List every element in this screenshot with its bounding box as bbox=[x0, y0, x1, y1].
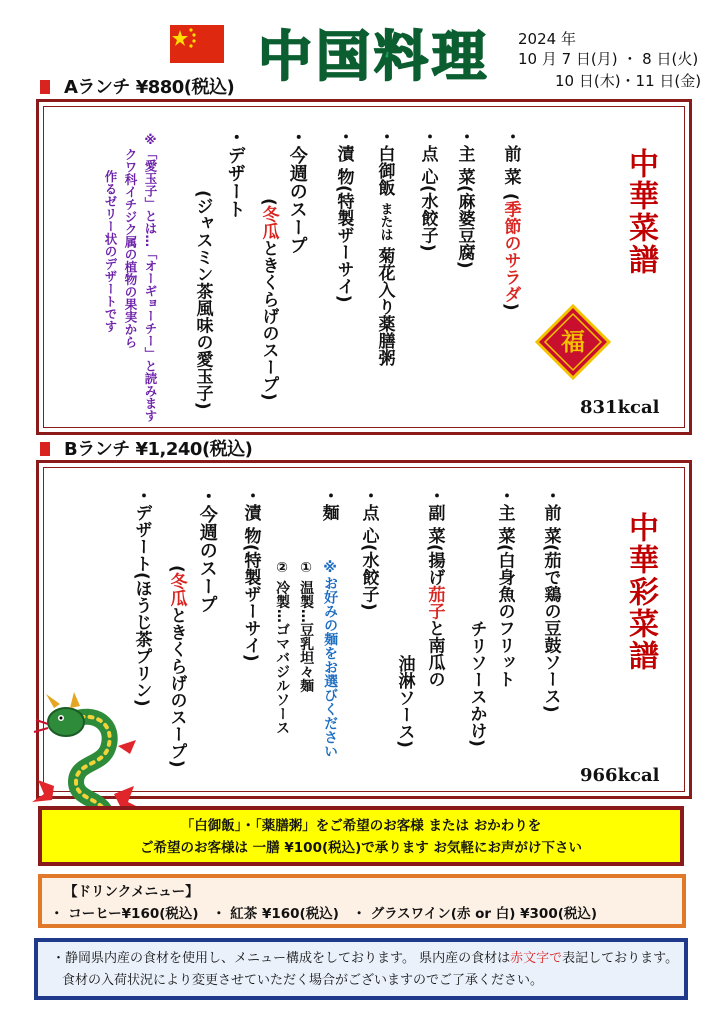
footer-note bbox=[34, 938, 688, 1000]
item-detail: 季節のサラダ bbox=[500, 200, 521, 303]
lunch-a-name: 中華菜譜 bbox=[623, 148, 658, 276]
item-label: ・漬 物 bbox=[333, 128, 354, 185]
item-connector: または bbox=[377, 202, 393, 241]
paren-close: ) bbox=[258, 392, 279, 401]
drink-menu bbox=[38, 874, 686, 928]
svg-text:福: 福 bbox=[561, 327, 585, 356]
item-detail-red: 茄子 bbox=[424, 585, 445, 620]
menu-item bbox=[417, 128, 437, 251]
menu-item bbox=[224, 128, 245, 218]
menu-item-detail bbox=[192, 190, 212, 410]
lunch-a-heading-text: Aランチ ¥880(税込) bbox=[64, 77, 235, 98]
paren-open: ( bbox=[333, 184, 354, 193]
item-detail-red: 冬瓜 bbox=[258, 205, 279, 240]
item-detail-2: チリソースかけ bbox=[466, 620, 487, 739]
item-detail: と南瓜の bbox=[424, 619, 445, 688]
item-detail: ときくらげのスープ bbox=[166, 606, 187, 760]
item-detail: ほうじ茶プリン bbox=[131, 579, 152, 699]
paren-close: ) bbox=[500, 302, 521, 311]
paren-close: ) bbox=[540, 704, 561, 713]
item-label: ・漬 物 bbox=[240, 487, 261, 544]
page-title: 中国料理 bbox=[258, 25, 490, 88]
paren-open: ( bbox=[358, 543, 379, 552]
footer-line-1-post: 表記しております。 bbox=[562, 951, 679, 966]
item-detail: ときくらげのスープ bbox=[258, 239, 279, 393]
menu-item-cont bbox=[394, 655, 414, 748]
paren-close: ) bbox=[166, 759, 187, 768]
item-detail: 茄で鶏の豆鼓ソース bbox=[540, 551, 561, 705]
paren-close: ) bbox=[454, 260, 475, 269]
menu-item bbox=[196, 487, 217, 613]
item-detail-red: 冬瓜 bbox=[166, 572, 187, 607]
paren-open: ( bbox=[424, 543, 445, 552]
fu-ornament-icon bbox=[535, 304, 611, 380]
menu-item bbox=[333, 128, 353, 302]
paren-open: ( bbox=[417, 184, 438, 193]
noodle-option bbox=[274, 560, 290, 735]
noodle-note bbox=[322, 560, 338, 758]
item-detail: 水餃子 bbox=[417, 192, 438, 244]
notice-line-1: 「白御飯」・「薬膳粥」をご希望のお客様 または おかわりを bbox=[180, 818, 542, 834]
footer-line-2: 食材の入荷状況により変更させていただく場合がございますのでご了承ください。 bbox=[62, 973, 544, 988]
date-line-year: 2024 年 bbox=[518, 30, 576, 48]
item-label: ・前 菜 bbox=[500, 128, 521, 185]
lunch-b-heading-text: Bランチ ¥1,240(税込) bbox=[64, 439, 253, 460]
menu-item bbox=[240, 487, 260, 661]
menu-item-cont bbox=[466, 620, 486, 747]
paren-open: ( bbox=[258, 198, 279, 206]
note-line: ※「愛玉子」とは…「オーギョーチー」と読みます bbox=[143, 132, 158, 422]
menu-item bbox=[494, 487, 514, 688]
lunch-a-kcal: 831kcal bbox=[580, 397, 660, 418]
drink-menu-items: ・ コーヒー¥160(税込) ・ 紅茶 ¥160(税込) ・ グラスワイン(赤 or 白) ¥300(税込) bbox=[50, 906, 598, 922]
noodle-option-1: ① 温製…豆乳坦々麺 bbox=[298, 560, 315, 693]
note-line: 作るゼリー状のデザートです bbox=[103, 170, 118, 333]
item-label: ・白御飯 bbox=[374, 128, 395, 196]
item-label: ・点 心 bbox=[358, 487, 379, 544]
noodle-option bbox=[298, 560, 314, 693]
menu-item-detail bbox=[166, 565, 186, 768]
paren-close: ) bbox=[417, 243, 438, 252]
lunch-a-heading bbox=[40, 73, 234, 99]
noodle-note-text: ※お好みの麺をお選びください bbox=[322, 560, 339, 758]
item-detail: 特製ザーサイ bbox=[240, 551, 261, 654]
paren-close: ) bbox=[358, 602, 379, 611]
menu-item bbox=[500, 128, 520, 310]
menu-item bbox=[454, 128, 474, 268]
menu-item bbox=[540, 487, 560, 712]
item-detail: 特製ザーサイ bbox=[333, 192, 354, 295]
paren-open: ( bbox=[166, 565, 187, 573]
item-label: ・今週のスープ bbox=[196, 487, 218, 613]
menu-item-detail bbox=[258, 198, 278, 401]
footer-line-1-red: 赤文字で bbox=[510, 951, 563, 966]
menu-item bbox=[286, 128, 307, 254]
item-label: ・主 菜 bbox=[494, 487, 515, 544]
china-flag-icon bbox=[170, 25, 224, 63]
item-detail: 菊花入り薬膳粥 bbox=[374, 247, 395, 366]
paren-close: ) bbox=[192, 401, 213, 410]
item-detail: ジャスミン茶風味の愛玉子 bbox=[192, 197, 213, 402]
item-label: ・主 菜 bbox=[454, 128, 475, 185]
section-marker-icon bbox=[40, 80, 50, 94]
item-detail: 白身魚のフリット bbox=[494, 551, 515, 688]
paren-open: ( bbox=[500, 192, 521, 201]
lunch-b-kcal: 966kcal bbox=[580, 765, 660, 786]
menu-item bbox=[318, 487, 338, 521]
paren-open: ( bbox=[240, 543, 261, 552]
item-label: ・デザート bbox=[224, 128, 246, 218]
date-line-1: 10 月 7 日(月) ・ 8 日(火) bbox=[518, 50, 699, 68]
menu-item bbox=[131, 487, 151, 707]
rice-notice bbox=[38, 806, 684, 866]
paren-open: ( bbox=[454, 184, 475, 193]
item-label: ・副 菜 bbox=[424, 487, 445, 544]
lunch-b-name: 中華彩菜譜 bbox=[623, 512, 658, 672]
item-detail-pre: 揚げ bbox=[424, 551, 445, 586]
menu-item bbox=[358, 487, 378, 610]
footer-line-1 bbox=[52, 948, 684, 970]
item-label: ・麺 bbox=[318, 487, 339, 521]
notice-line-2: ご希望のお客様は 一膳 ¥100(税込)で承ります お気軽にお声がけ下さい bbox=[139, 840, 582, 856]
paren-open: ( bbox=[540, 543, 561, 552]
noodle-option-2: ② 冷製…ゴマバジルソース bbox=[274, 560, 291, 735]
section-marker-icon bbox=[40, 442, 50, 456]
date-line-2: 10 日(木)・11 日(金) bbox=[555, 72, 702, 90]
paren-close: ) bbox=[466, 739, 487, 747]
menu-item bbox=[424, 487, 444, 688]
item-detail-2: 油淋ソース bbox=[394, 655, 415, 740]
item-label: ・今週のスープ bbox=[286, 128, 308, 254]
item-label: ・点 心 bbox=[417, 128, 438, 185]
item-detail: 水餃子 bbox=[358, 551, 379, 603]
item-detail: 麻婆豆腐 bbox=[454, 192, 475, 261]
aiyu-note bbox=[100, 132, 160, 422]
item-label: ・デザート bbox=[131, 487, 152, 572]
paren-open: ( bbox=[131, 572, 152, 580]
menu-item bbox=[374, 128, 394, 366]
item-label: ・前 菜 bbox=[540, 487, 561, 544]
drink-menu-title: 【ドリンクメニュー】 bbox=[64, 884, 199, 900]
paren-close: ) bbox=[131, 698, 152, 707]
paren-close: ) bbox=[333, 294, 354, 303]
lunch-b-heading bbox=[40, 435, 252, 461]
paren-close: ) bbox=[394, 740, 415, 748]
footer-line-1-pre: ・静岡県内産の食材を使用し、メニュー構成をしております。 県内産の食材は bbox=[52, 951, 511, 966]
paren-open: ( bbox=[192, 190, 213, 198]
paren-open: ( bbox=[494, 543, 515, 552]
note-line: クワ科イチジク属の植物の果実から bbox=[123, 148, 138, 348]
paren-close: ) bbox=[240, 653, 261, 662]
